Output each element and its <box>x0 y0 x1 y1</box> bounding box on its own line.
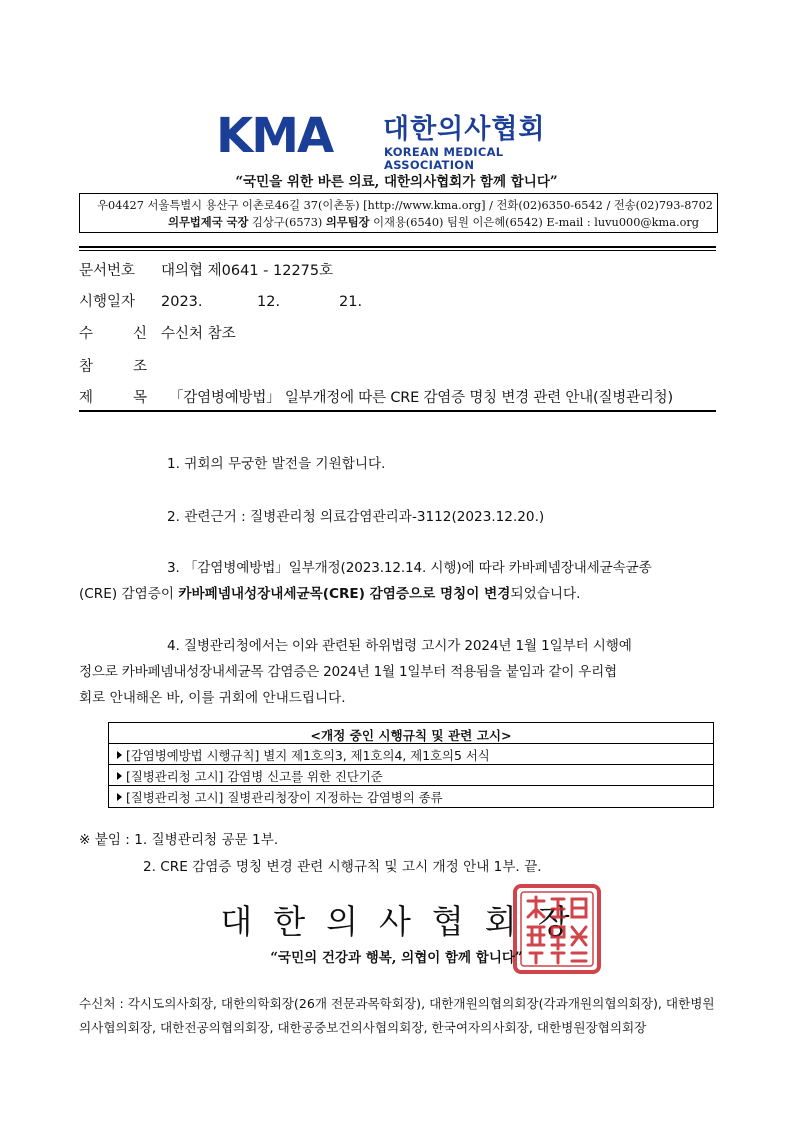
footer-slogan: “국민의 건강과 행복, 의협이 함께 합니다” <box>270 950 523 966</box>
team-person: 이재용(6540) 팀원 이은혜(6542) E-mail : luvu000@kma.org <box>369 216 699 229</box>
contact-address: 우04427 서울특별시 용산구 이촌로46길 37(이촌동) [http://www.kma.org] / 전화(02)6350-6542 / 전송(02)793-8702 <box>97 199 713 212</box>
org-name-korean: 대한의사협회 <box>383 114 546 145</box>
kma-logo-text: KMA <box>216 108 333 164</box>
date-year: 2023. <box>161 294 203 310</box>
body-item-3-line-1: 3. 「감염병예방법」일부개정(2023.12.14. 시행)에 따라 카바페넴장내세균속균종 <box>167 560 652 576</box>
header-rule-thin <box>79 250 716 251</box>
attachment-line-1: ※ 붙임 : 1. 질병관리청 공문 1부. <box>79 832 279 848</box>
recipient: 수신처 참조 <box>161 326 236 342</box>
org-name-english: KOREAN MEDICAL ASSOCIATION <box>384 145 504 172</box>
body-item-4-line-2: 정으로 카바페넴내성장내세균목 감염증은 2024년 1월 1일부터 적용됨을 붙임과 같이 우리협 <box>79 664 617 680</box>
subject-rule <box>79 410 716 412</box>
sender-title: 대한의사협회장 <box>220 902 591 941</box>
bullet-icon <box>117 751 122 759</box>
bullet-icon <box>117 793 122 801</box>
reference-label: 참 조 <box>79 359 147 375</box>
recipient-label: 수 신 <box>79 326 147 342</box>
header-rule-thick <box>79 246 716 248</box>
kma-logo <box>216 108 576 172</box>
subject: 「감염병예방법」 일부개정에 따른 CRE 감염증 명칭 변경 관련 안내(질병관리청) <box>169 390 673 406</box>
contact-staff <box>168 214 699 230</box>
notice-item: [감염병예방법 시행규칙] 별지 제1호의3, 제1호의4, 제1호의5 서식 <box>109 743 713 764</box>
subject-label: 제 목 <box>79 390 147 406</box>
body-item-4-line-1: 4. 질병관리청에서는 이와 관련된 하위법령 고시가 2024년 1월 1일부터 시행예 <box>167 638 632 654</box>
doc-number-label: 문서번호 <box>79 263 136 279</box>
notice-title: <개정 중인 시행규칙 및 관련 고시> <box>310 728 512 743</box>
date-month: 12. <box>257 294 281 310</box>
dept-person: 김상구(6573) <box>248 216 326 229</box>
doc-number: 대의협 제0641 - 12275호 <box>161 263 334 279</box>
date-day: 21. <box>339 294 363 310</box>
bullet-icon <box>117 772 122 780</box>
name-change-highlight: 카바페넴내성장내세균목(CRE) 감염증으로 명칭이 변경 <box>178 586 511 602</box>
notice-item: [질병관리청 고시] 감염병 신고를 위한 진단기준 <box>109 764 713 785</box>
contact-box <box>79 193 718 233</box>
notice-item: [질병관리청 고시] 질병관리청장이 지정하는 감염병의 종류 <box>109 785 713 806</box>
dept-label: 의무법제국 국장 <box>168 215 249 229</box>
attachment-line-2: 2. CRE 감염증 명칭 변경 관련 시행규칙 및 고시 개정 안내 1부. 끝. <box>143 859 542 875</box>
body-item-1: 1. 귀회의 무궁한 발전을 기원합니다. <box>167 456 386 472</box>
date-label: 시행일자 <box>79 294 136 310</box>
notice-box <box>108 722 714 808</box>
body-item-3-line-2: (CRE) 감염증이 카바페넴내성장내세균목(CRE) 감염증으로 명칭이 변경되었습니다. <box>79 586 581 602</box>
body-item-4-line-3: 회로 안내해온 바, 이를 귀회에 안내드립니다. <box>79 690 346 706</box>
recipient-list: 수신처 : 각시도의사회장, 대한의학회장(26개 전문과목학회장), 대한개원의협의회장(각과개원의협의회장), 대한병원의사협의회장, 대한전공의협의회장, 대한공중보건의사협의회장, 한국여자의사회장, 대한병원장협의회장 <box>79 996 715 1035</box>
letterhead-slogan: “국민을 위한 바른 의료, 대한의사협회가 함께 합니다” <box>235 174 558 190</box>
team-label: 의무팀장 <box>325 215 370 229</box>
body-item-2: 2. 관련근거 : 질병관리청 의료감염관리과-3112(2023.12.20.) <box>167 509 545 525</box>
